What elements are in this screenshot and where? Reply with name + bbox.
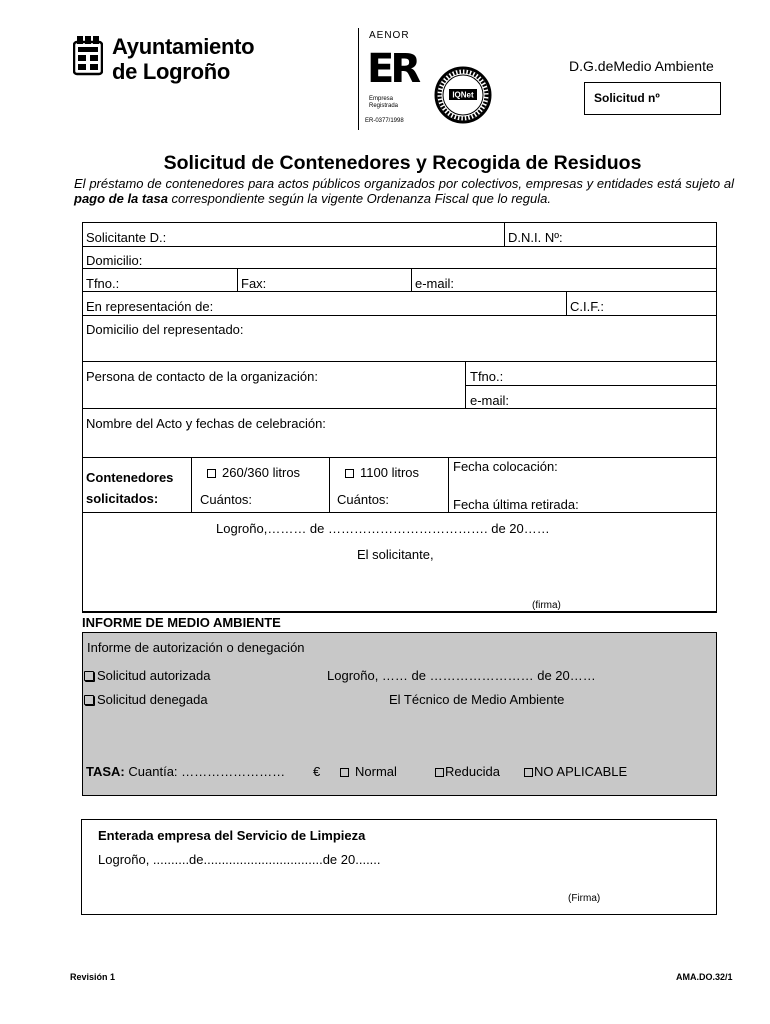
aenor-code: ER-0377/1998 [365,118,404,124]
euro-symbol: € [313,764,321,779]
iqnet-seal-icon [434,66,492,124]
denied-option[interactable]: Solicitud denegada [84,692,208,707]
place-date-line[interactable]: Logroño,……… de ………………………………. de 20…… [216,521,550,536]
cleaning-company-heading: Enterada empresa del Servicio de Limpieza [98,828,366,843]
fee-not-applicable-option[interactable]: NO APLICABLE [524,764,627,779]
report-place-date[interactable]: Logroño, …… de …………………… de 20…… [327,668,596,683]
option-1100[interactable]: 1100 litros [345,465,419,480]
placement-date-field[interactable]: Fecha colocación: [453,459,558,474]
quantity-1100-field[interactable]: Cuántos: [337,492,390,507]
iqnet-label: IQNet [452,90,474,100]
city-shield-logo [73,36,103,76]
checkbox-260-360[interactable] [207,469,216,478]
representation-field[interactable]: En representación de: [86,299,214,314]
organization-name-line1: Ayuntamiento [112,34,255,59]
cif-field[interactable]: C.I.F.: [570,299,604,314]
fee-amount-field[interactable]: Cuantía: …………………… [128,764,286,779]
contact-phone-field[interactable]: Tfno.: [470,369,504,384]
contact-email-field[interactable]: e-mail: [470,393,510,408]
request-number-label: Solicitud nº [594,91,660,105]
contact-person-field[interactable]: Persona de contacto de la organización: [86,369,318,384]
checkbox-not-applicable[interactable] [524,768,533,777]
authorized-option[interactable]: Solicitud autorizada [84,668,210,683]
cleaning-company-place-date[interactable]: Logroño, ..........de.................................de 20....... [98,852,381,867]
address-field[interactable]: Domicilio: [86,253,143,268]
aenor-certification-mark [358,28,420,130]
represented-address-field[interactable]: Domicilio del representado: [86,322,244,337]
document-code: AMA.DO.32/1 [676,972,733,982]
dni-field[interactable]: D.N.I. Nº: [508,230,563,245]
fee-normal-option[interactable]: Normal [340,764,397,779]
email-field[interactable]: e-mail: [415,276,455,291]
revision-label: Revisión 1 [70,972,116,982]
event-name-field[interactable]: Nombre del Acto y fechas de celebración: [86,416,326,431]
checkbox-1100[interactable] [345,469,354,478]
checkbox-denied[interactable] [84,695,94,705]
technician-label: El Técnico de Medio Ambiente [389,692,565,707]
intro-paragraph: El préstamo de contenedores para actos públicos organizados por colectivos, empresas y entidades está sujeto al pago de la tasa correspondiente según la vigente Ordenanza Fiscal que lo regula. [74,176,734,206]
applicant-field[interactable]: Solicitante D.: [86,230,167,245]
intro-bold: pago de la tasa [74,191,168,206]
phone-field[interactable]: Tfno.: [86,276,120,291]
cleaning-company-signature: (Firma) [568,893,601,904]
checkbox-normal[interactable] [340,768,349,777]
department-name: D.G.deMedio Ambiente [569,58,714,74]
fee-row [86,764,285,779]
page-title: Solicitud de Contenedores y Recogida de Residuos [163,152,642,174]
organization-name [112,34,254,84]
request-number-field[interactable] [584,82,721,115]
option-260-360[interactable]: 260/360 litros [207,465,300,480]
quantity-260-field[interactable]: Cuántos: [200,492,253,507]
containers-requested-label: Contenedores solicitados: [86,470,174,506]
removal-date-field[interactable]: Fecha última retirada: [453,497,579,512]
aenor-sub: Empresa Registrada [369,96,399,109]
aenor-er-mark: ER [367,46,418,92]
organization-name-line2: de Logroño [112,59,230,84]
applicant-signature-label: El solicitante, [357,547,434,562]
signature-label: (firma) [532,600,561,611]
fee-label: TASA: [86,764,125,779]
report-subheading: Informe de autorización o denegación [87,640,305,655]
fee-reduced-option[interactable]: Reducida [435,764,500,779]
checkbox-authorized[interactable] [84,671,94,681]
report-heading: INFORME DE MEDIO AMBIENTE [82,615,281,630]
checkbox-reduced[interactable] [435,768,444,777]
aenor-brand: AENOR [369,30,410,41]
fax-field[interactable]: Fax: [241,276,267,291]
